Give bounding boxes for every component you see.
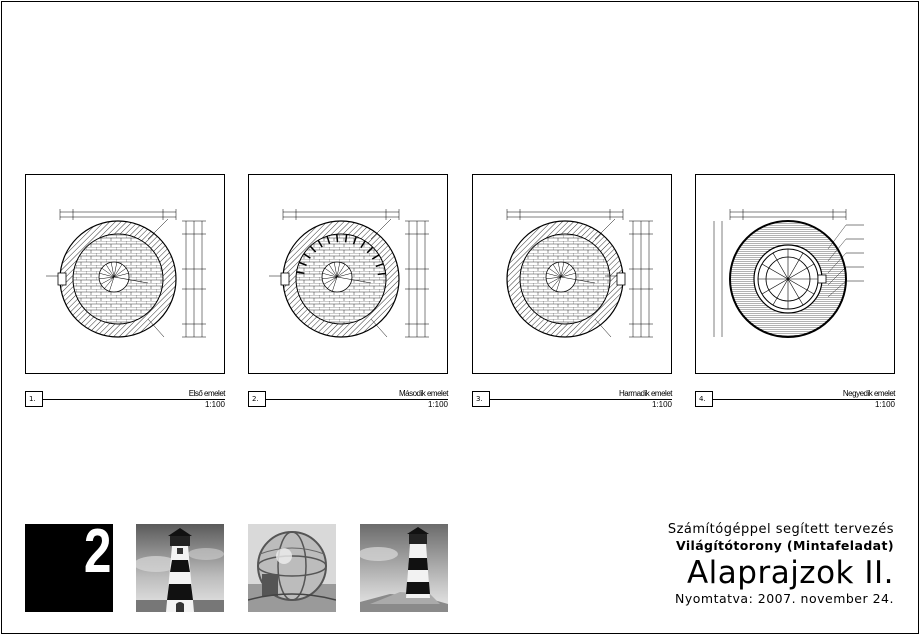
plan-number: 3. xyxy=(472,391,490,407)
floor-plan-2 xyxy=(248,174,448,374)
plan-drawing-3 xyxy=(473,175,671,373)
plan-drawing-2 xyxy=(249,175,447,373)
sheet-number: 2 xyxy=(83,517,111,586)
plan-caption-1 xyxy=(25,389,225,411)
lighthouse-thumbnail xyxy=(136,524,224,612)
plan-name: Második emelet xyxy=(398,389,448,398)
glass-dome-thumbnail xyxy=(248,524,336,612)
plan-scale: 1:100 xyxy=(204,400,225,409)
course-title: Számítógéppel segített tervezés xyxy=(667,522,894,537)
floor-plan-3 xyxy=(472,174,672,374)
plan-number: 4. xyxy=(695,391,713,407)
project-title: Világítótorony (Mintafeladat) xyxy=(675,538,894,553)
print-date: Nyomtatva: 2007. november 24. xyxy=(675,591,894,606)
plan-name: Harmadik emelet xyxy=(619,389,672,398)
lighthouse-thumbnail-2 xyxy=(360,524,448,612)
plan-caption-3 xyxy=(472,389,672,411)
plan-number: 2. xyxy=(248,391,266,407)
plan-scale: 1:100 xyxy=(427,400,448,409)
plan-scale: 1:100 xyxy=(651,400,672,409)
plan-drawing-1 xyxy=(26,175,224,373)
plan-drawing-4 xyxy=(696,175,894,373)
sheet-title: Alaprajzok II. xyxy=(686,555,894,591)
plan-name: Negyedik emelet xyxy=(842,389,895,398)
floor-plan-1 xyxy=(25,174,225,374)
plan-number: 1. xyxy=(25,391,43,407)
plan-scale: 1:100 xyxy=(874,400,895,409)
floor-plan-4 xyxy=(695,174,895,374)
title-block xyxy=(668,522,894,606)
plan-caption-4 xyxy=(695,389,895,411)
plan-caption-2 xyxy=(248,389,448,411)
sheet-number-block xyxy=(25,517,113,612)
plan-name: Első emelet xyxy=(188,389,225,398)
